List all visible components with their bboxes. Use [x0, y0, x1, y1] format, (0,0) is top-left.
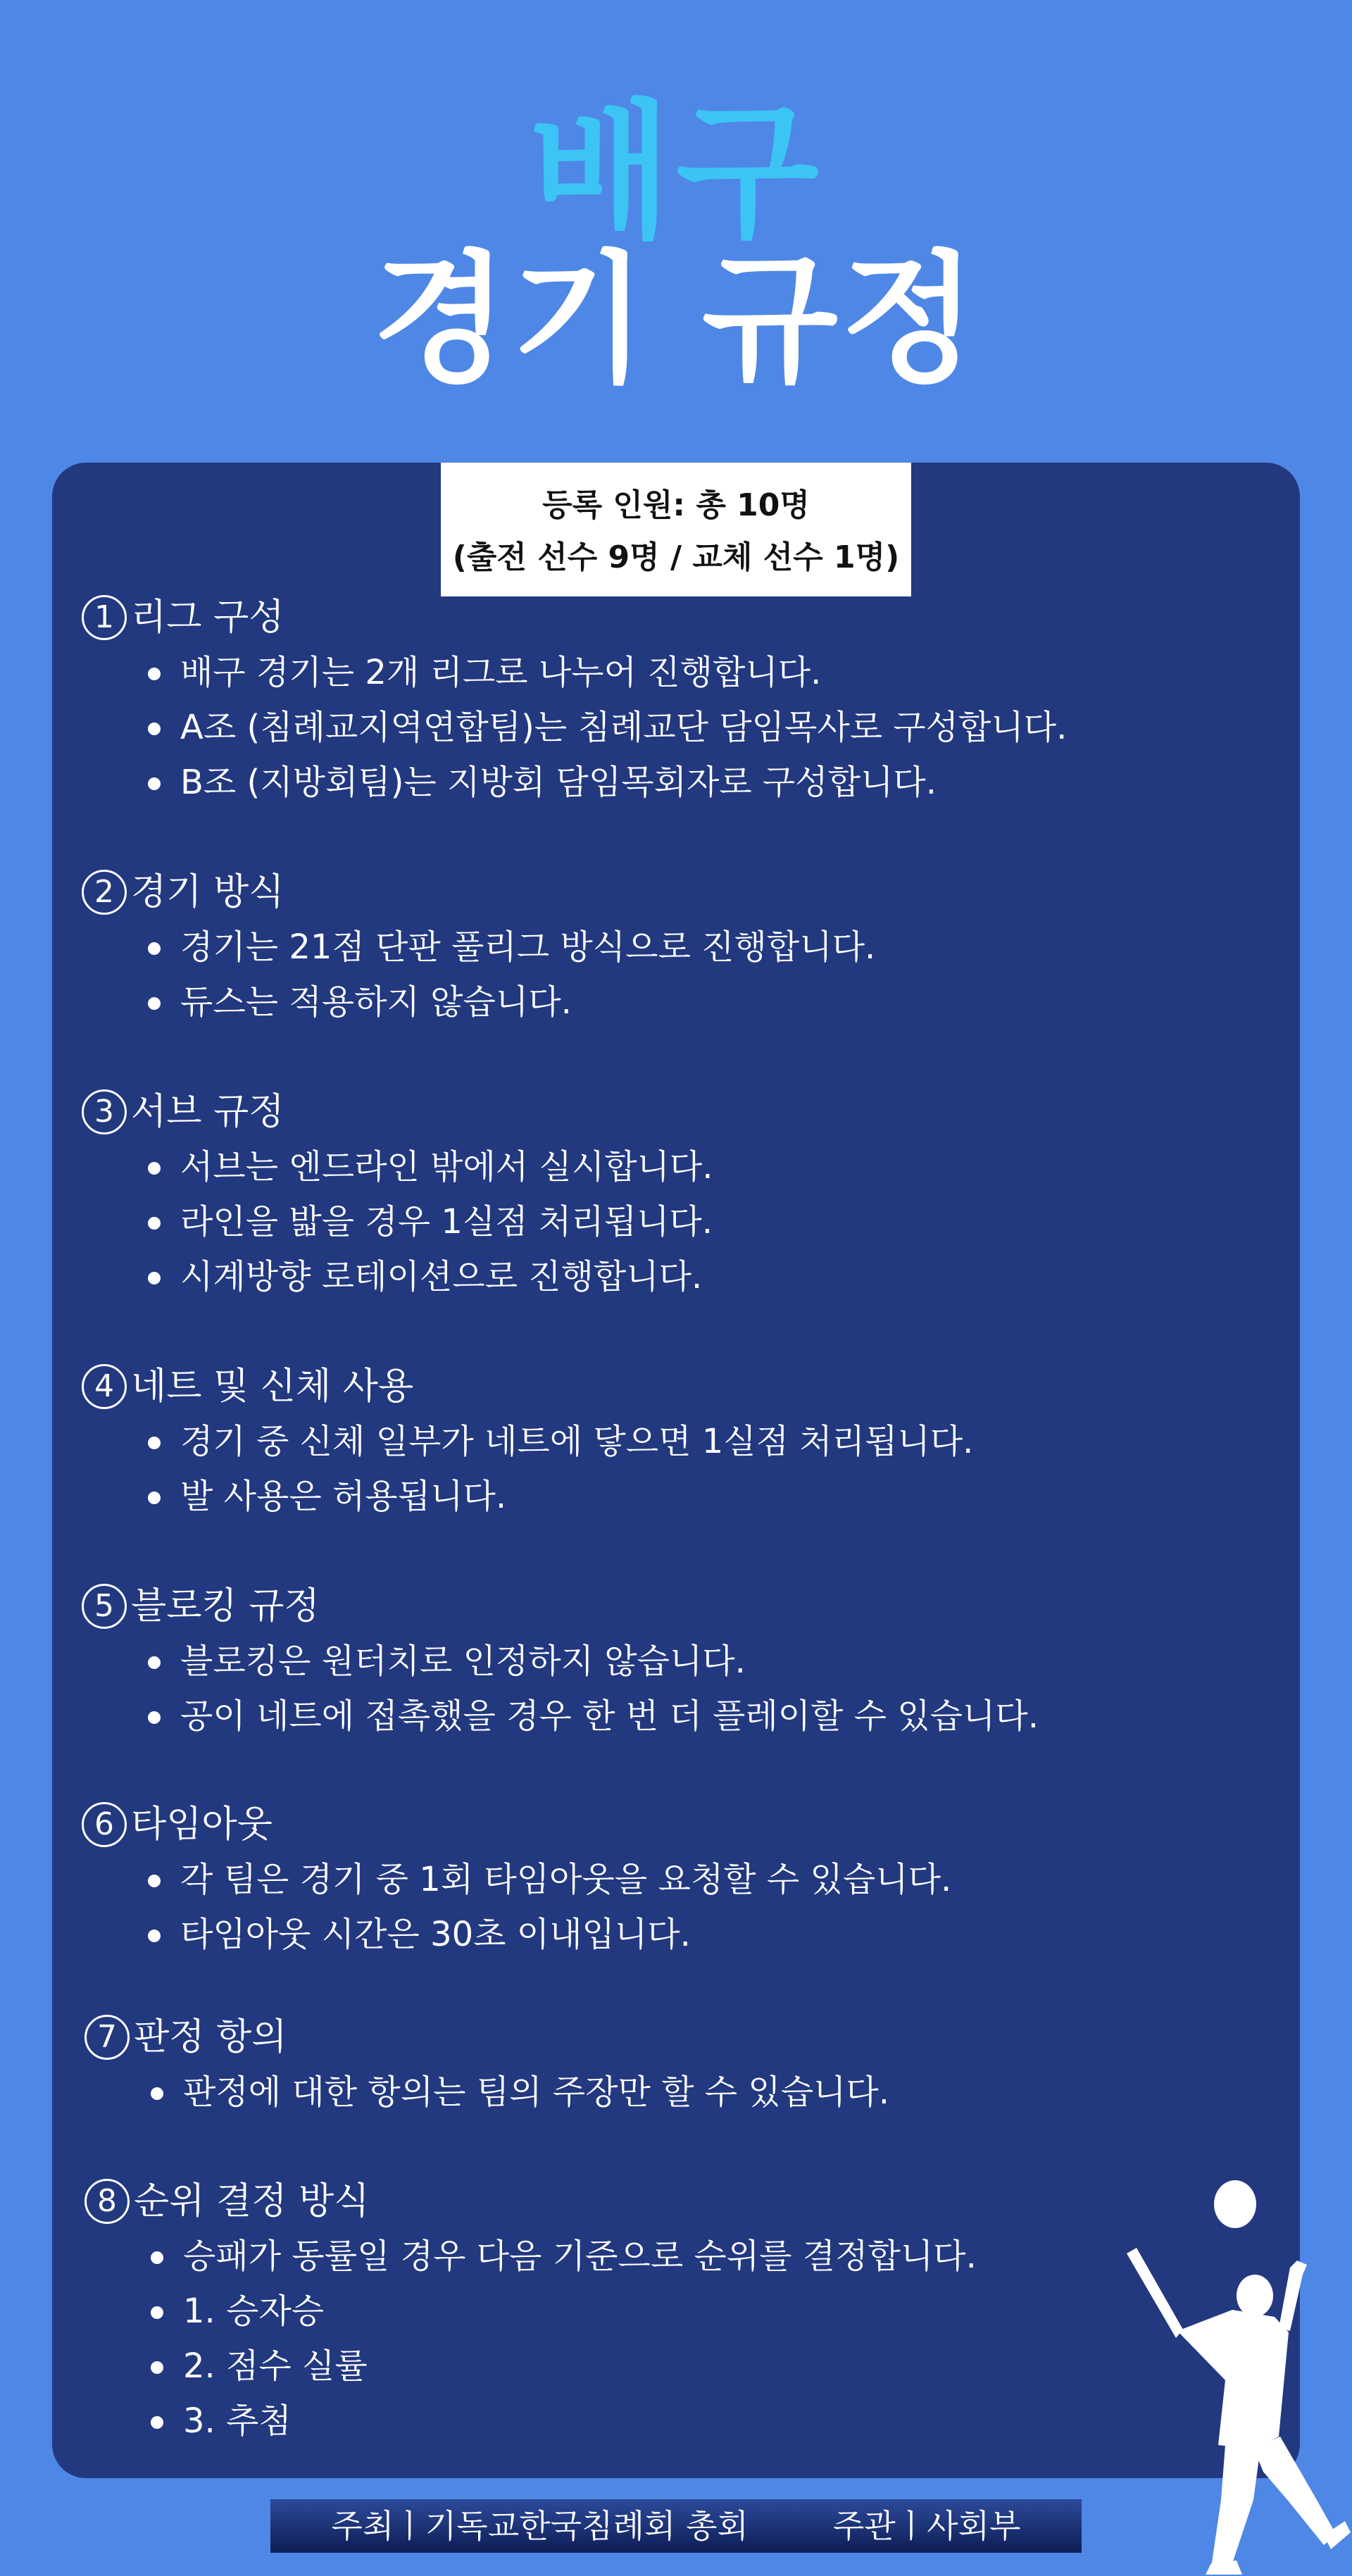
- list-item: B조 (지방회팀)는 지방회 담임목회자로 구성합니다.: [180, 755, 1067, 810]
- section-blocking: [82, 1579, 1039, 1744]
- circled-number: 3: [82, 1089, 127, 1134]
- registration-box: [441, 463, 911, 596]
- footer-host: 주최ㅣ기독교한국침례회 총회: [331, 2507, 749, 2545]
- section-title: 네트 및 신체 사용: [131, 1365, 414, 1408]
- title-rules: 경기 규정: [372, 238, 980, 402]
- list-item: 1. 승자승: [183, 2284, 977, 2339]
- bullet-list: [82, 1414, 973, 1524]
- registration-total: 등록 인원: 총 10명: [542, 487, 810, 523]
- circled-number: 6: [82, 1802, 127, 1847]
- section-heading: [82, 1797, 951, 1852]
- volleyball-player-silhouette-icon: [1113, 2169, 1352, 2576]
- list-item: 듀스는 적용하지 않습니다.: [180, 975, 875, 1030]
- footer-banner: [270, 2499, 1082, 2553]
- section-net-body: [82, 1359, 973, 1524]
- list-item: 공이 네트에 접촉했을 경우 한 번 더 플레이할 수 있습니다.: [180, 1689, 1039, 1744]
- section-title: 블로킹 규정: [131, 1585, 320, 1627]
- circled-number: 4: [82, 1364, 127, 1409]
- title-volleyball: 배구: [529, 86, 823, 258]
- section-title: 타임아웃: [131, 1803, 273, 1846]
- section-heading: [84, 2174, 977, 2229]
- circled-number: 2: [82, 870, 127, 915]
- section-heading: [82, 1579, 1039, 1634]
- bullet-list: [82, 920, 875, 1030]
- section-match-format: [82, 865, 875, 1030]
- list-item: 타임아웃 시간은 30초 이내입니다.: [180, 1907, 951, 1962]
- list-item: 서브는 엔드라인 밖에서 실시합니다.: [180, 1139, 713, 1194]
- bullet-list: [82, 1852, 951, 1962]
- section-heading: [82, 1359, 973, 1414]
- circled-number: 8: [84, 2179, 130, 2224]
- circled-number: 1: [82, 595, 127, 640]
- list-item: 경기는 21점 단판 풀리그 방식으로 진행합니다.: [180, 920, 875, 975]
- section-title: 리그 구성: [131, 596, 284, 639]
- section-protest: [84, 2010, 889, 2120]
- section-heading: [82, 590, 1067, 645]
- list-item: 발 사용은 허용됩니다.: [180, 1469, 973, 1524]
- list-item: 경기 중 신체 일부가 네트에 닿으면 1실점 처리됩니다.: [180, 1414, 973, 1469]
- list-item: 라인을 밟을 경우 1실점 처리됩니다.: [180, 1194, 713, 1249]
- list-item: 2. 점수 실률: [183, 2339, 977, 2394]
- list-item: 승패가 동률일 경우 다음 기준으로 순위를 결정합니다.: [183, 2229, 977, 2284]
- bullet-list: [84, 2229, 977, 2449]
- list-item: 배구 경기는 2개 리그로 나누어 진행합니다.: [180, 645, 1067, 700]
- list-item: 3. 추첨: [183, 2394, 977, 2449]
- section-ranking: [84, 2174, 977, 2449]
- list-item: 시계방향 로테이션으로 진행합니다.: [180, 1249, 713, 1304]
- list-item: 각 팀은 경기 중 1회 타임아웃을 요청할 수 있습니다.: [180, 1852, 951, 1907]
- section-heading: [82, 1084, 713, 1139]
- section-league: [82, 590, 1067, 810]
- bullet-list: [82, 645, 1067, 810]
- list-item: 블로킹은 원터치로 인정하지 않습니다.: [180, 1634, 1039, 1689]
- footer-organizer: 주관ㅣ사회부: [832, 2507, 1021, 2545]
- section-title: 순위 결정 방식: [134, 2180, 370, 2222]
- section-serve: [82, 1084, 713, 1304]
- registration-detail: (출전 선수 9명 / 교체 선수 1명): [452, 539, 900, 575]
- circled-number: 5: [82, 1584, 127, 1629]
- section-title: 서브 규정: [131, 1091, 284, 1133]
- list-item: A조 (침례교지역연합팀)는 침례교단 담임목사로 구성합니다.: [180, 700, 1067, 755]
- bullet-list: [82, 1139, 713, 1304]
- circled-number: 7: [84, 2015, 130, 2060]
- list-item: 판정에 대한 항의는 팀의 주장만 할 수 있습니다.: [183, 2065, 889, 2120]
- section-heading: [82, 865, 875, 920]
- section-heading: [84, 2010, 889, 2065]
- section-title: 판정 항의: [134, 2016, 287, 2058]
- bullet-list: [82, 1634, 1039, 1744]
- section-title: 경기 방식: [131, 871, 284, 913]
- bullet-list: [84, 2065, 889, 2120]
- section-timeout: [82, 1797, 951, 1962]
